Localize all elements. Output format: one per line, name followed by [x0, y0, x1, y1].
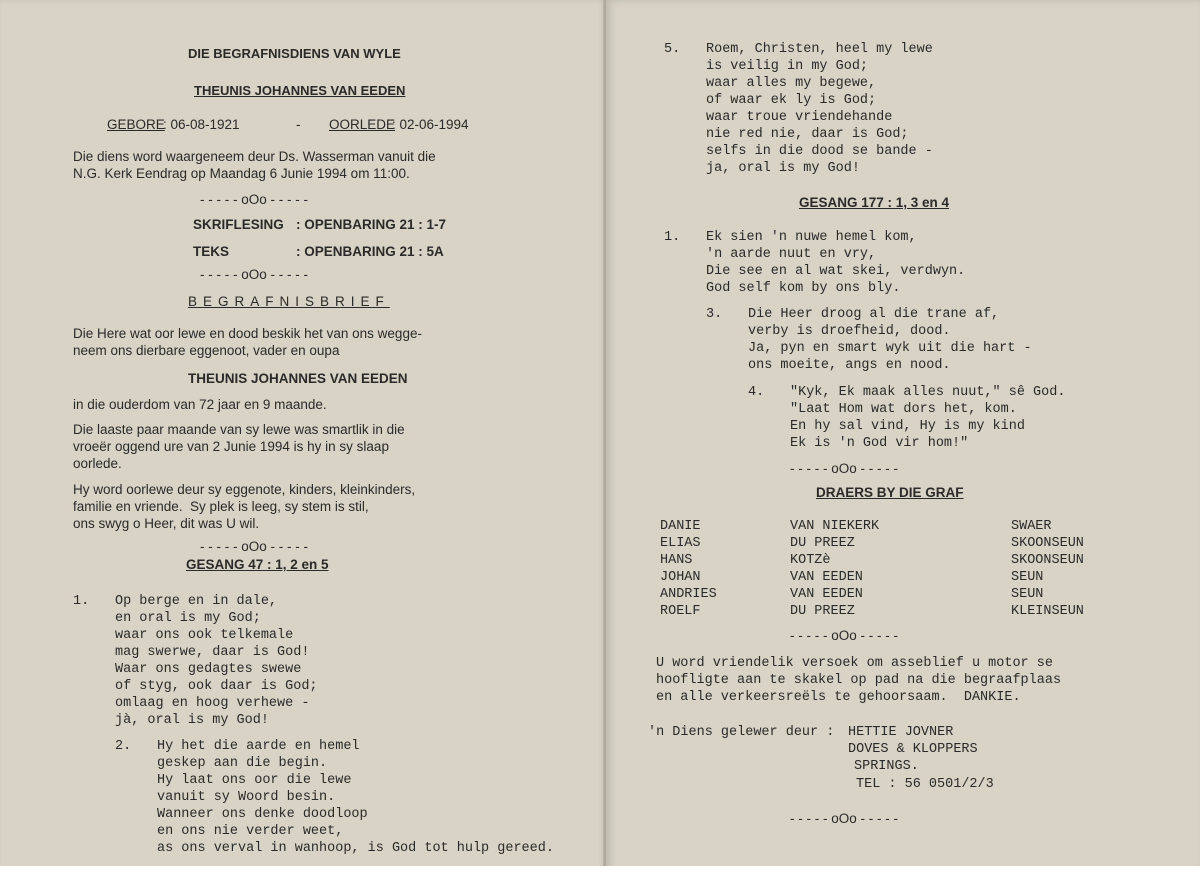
verse-number: 3.	[706, 307, 723, 322]
hymn-heading: GESANG 177 : 1, 3 en 4	[799, 195, 950, 210]
request-line: U word vriendelik versoek om asseblief u motor se	[656, 656, 1053, 671]
bearer-first-name: ELIAS	[660, 536, 701, 551]
bearer-surname: KOTZè	[790, 553, 831, 568]
request-line: en alle verkeersreëls te gehoorsaam. DANKIE.	[656, 690, 1021, 705]
verse-number: 1.	[73, 594, 90, 609]
verse-line: Op berge en in dale,	[115, 594, 278, 609]
bearer-first-name: ANDRIES	[660, 587, 717, 602]
verse-line: Ek is 'n God vir hom!"	[790, 436, 969, 451]
verse-line: is veilig in my God;	[706, 59, 869, 74]
died-date: : 02-06-1994	[392, 117, 469, 132]
bearer-relation: SWAER	[1011, 519, 1052, 534]
letter-intro-line-2: neem ons dierbare eggenoot, vader en oupa	[73, 343, 340, 358]
letter-intro-line-1: Die Here wat oor lewe en dood beskik het van ons wegge-	[73, 326, 422, 341]
verse-line: selfs in die dood se bande -	[706, 144, 933, 159]
verse-number: 4.	[748, 385, 765, 400]
bearer-relation: SKOONSEUN	[1011, 536, 1084, 551]
bearer-surname: VAN EEDEN	[790, 587, 863, 602]
paragraph-line: familie en vriende. Sy plek is leeg, sy stem is stil,	[73, 499, 369, 514]
verse-line: Ek sien 'n nuwe hemel kom,	[706, 230, 917, 245]
verse-line: ons moeite, angs en nood.	[748, 358, 951, 373]
paragraph-line: Hy word oorlewe deur sy eggenote, kinders, kleinkinders,	[73, 482, 416, 497]
verse-line: waar troue vriendehande	[706, 110, 893, 125]
paragraph-line: vroeër oggend ure van 2 Junie 1994 is hy in sy slaap	[73, 439, 389, 454]
text-label: TEKS	[193, 244, 230, 259]
bearer-first-name: HANS	[660, 553, 693, 568]
verse-line: omlaag en hoog verhewe -	[115, 696, 310, 711]
service-provider-line: DOVES & KLOPPERS	[848, 742, 978, 757]
verse-number: 5.	[664, 42, 681, 57]
verse-line: jà, oral is my God!	[115, 713, 269, 728]
verse-line: mag swerwe, daar is God!	[115, 645, 310, 660]
verse-line: Die see en al wat skei, verdwyn.	[706, 264, 966, 279]
verse-line: "Kyk, Ek maak alles nuut," sê God.	[790, 385, 1066, 400]
verse-line: Ja, pyn en smart wyk uit die hart -	[748, 341, 1032, 356]
service-provider-line: HETTIE JOVNER	[848, 725, 954, 740]
separator: - - - - - oOo - - - - -	[790, 461, 898, 476]
verse-line: en ons nie verder weet,	[157, 824, 344, 839]
verse-line: nie red nie, daar is God;	[706, 127, 909, 142]
verse-number: 1.	[664, 230, 681, 245]
bearer-surname: VAN EEDEN	[790, 570, 863, 585]
service-provider-phone: TEL : 56 0501/2/3	[856, 777, 994, 792]
verse-line: 'n aarde nuut en vry,	[706, 247, 877, 262]
bearer-relation: SKOONSEUN	[1011, 553, 1084, 568]
verse-line: waar ons ook telkemale	[115, 628, 294, 643]
text-value: : OPENBARING 21 : 5A	[296, 244, 444, 259]
letter-heading: BEGRAFNISBRIEF	[188, 294, 390, 309]
request-line: hoofligte aan te skakel op pad na die begraafplaas	[656, 673, 1062, 688]
bearer-surname: VAN NIEKERK	[790, 519, 880, 534]
verse-line: geskep aan die begin.	[157, 756, 328, 771]
intro-line-1: Die diens word waargeneem deur Ds. Wasserman vanuit die	[73, 149, 436, 164]
hymn-heading: GESANG 47 : 1, 2 en 5	[186, 557, 329, 572]
verse-line: Hy het die aarde en hemel	[157, 739, 360, 754]
age-line: in die ouderdom van 72 jaar en 9 maande.	[73, 397, 327, 412]
separator: - - - - - oOo - - - - -	[790, 811, 898, 826]
bearer-relation: SEUN	[1011, 570, 1044, 585]
paragraph-line: oorlede.	[73, 456, 122, 471]
intro-line-2: N.G. Kerk Eendrag op Maandag 6 Junie 1994 om 11:00.	[73, 166, 410, 181]
separator: - - - - - oOo - - - - -	[200, 267, 308, 282]
bearer-surname: DU PREEZ	[790, 536, 855, 551]
verse-line: "Laat Hom wat dors het, kom.	[790, 402, 1017, 417]
bottom-margin	[0, 866, 1200, 873]
verse-line: Die Heer droog al die trane af,	[748, 307, 1000, 322]
verse-line: of waar ek ly is God;	[706, 93, 877, 108]
deceased-name-title: THEUNIS JOHANNES VAN EEDEN	[194, 83, 406, 98]
verse-line: God self kom by ons bly.	[706, 281, 901, 296]
verse-line: Hy laat ons oor die lewe	[157, 773, 352, 788]
page-fold	[603, 0, 607, 873]
verse-line: En hy sal vind, Hy is my kind	[790, 419, 1025, 434]
bearer-first-name: ROELF	[660, 604, 701, 619]
service-provider-line: SPRINGS.	[854, 759, 919, 774]
separator: - - - - - oOo - - - - -	[200, 192, 308, 207]
bearer-relation: SEUN	[1011, 587, 1044, 602]
date-dash: -	[296, 117, 301, 132]
born-label: GEBORE	[107, 117, 165, 132]
verse-line: Waar ons gedagtes swewe	[115, 662, 302, 677]
bearer-surname: DU PREEZ	[790, 604, 855, 619]
verse-line: en oral is my God;	[115, 611, 261, 626]
verse-line: ja, oral is my God!	[706, 161, 860, 176]
bearer-first-name: DANIE	[660, 519, 701, 534]
died-label: OORLEDE	[329, 117, 396, 132]
born-date: : 06-08-1921	[163, 117, 240, 132]
verse-line: Roem, Christen, heel my lewe	[706, 42, 933, 57]
bearers-heading: DRAERS BY DIE GRAF	[816, 485, 964, 500]
service-provider-label: 'n Diens gelewer deur :	[648, 725, 835, 740]
verse-line: of styg, ook daar is God;	[115, 679, 318, 694]
bearer-first-name: JOHAN	[660, 570, 701, 585]
reading-value: : OPENBARING 21 : 1-7	[296, 217, 447, 232]
separator: - - - - - oOo - - - - -	[790, 628, 898, 643]
bearer-relation: KLEINSEUN	[1011, 604, 1084, 619]
paragraph-line: ons swyg o Heer, dit was U wil.	[73, 516, 260, 531]
verse-line: as ons verval in wanhoop, is God tot hulp gereed.	[157, 841, 554, 856]
verse-line: Wanneer ons denke doodloop	[157, 807, 368, 822]
verse-line: verby is droefheid, dood.	[748, 324, 951, 339]
verse-number: 2.	[115, 739, 132, 754]
separator: - - - - - oOo - - - - -	[200, 539, 308, 554]
deceased-name: THEUNIS JOHANNES VAN EEDEN	[188, 371, 408, 386]
paragraph-line: Die laaste paar maande van sy lewe was smartlik in die	[73, 422, 405, 437]
reading-label: SKRIFLESING	[193, 217, 284, 232]
verse-line: vanuit sy Woord besin.	[157, 790, 336, 805]
service-heading: DIE BEGRAFNISDIENS VAN WYLE	[188, 46, 401, 61]
verse-line: waar alles my begewe,	[706, 76, 877, 91]
